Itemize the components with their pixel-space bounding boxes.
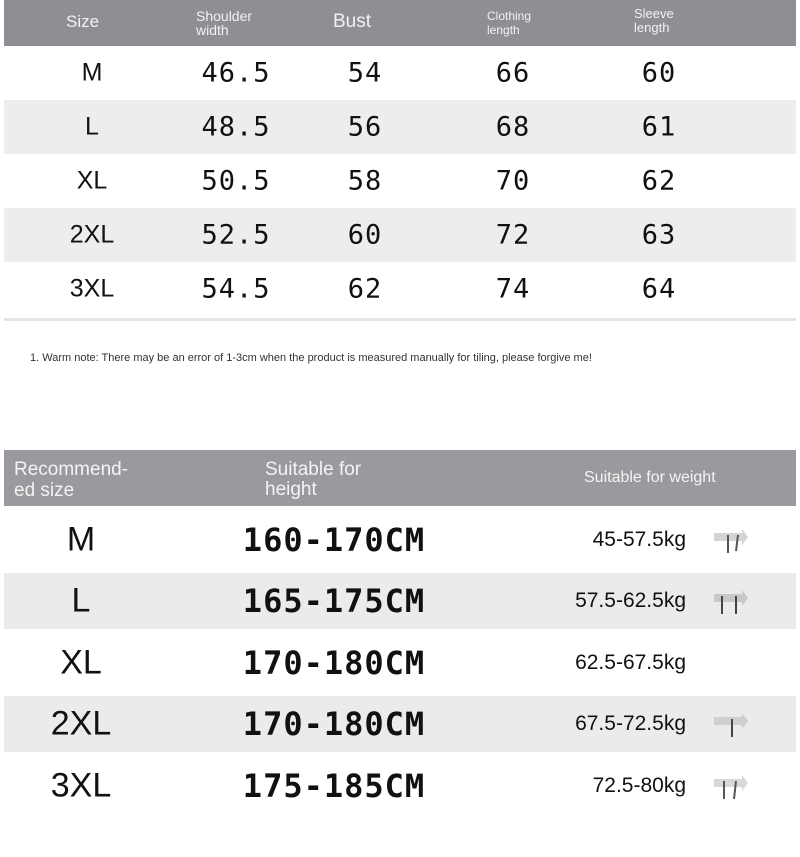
header-shoulder-line2: width	[196, 22, 229, 38]
shoulder-cell: 48.5	[201, 111, 271, 143]
arrow-icon	[710, 586, 750, 616]
recommend-table-header	[4, 450, 796, 506]
sleeve-length-cell: 61	[641, 111, 677, 143]
sleeve-length-cell: 63	[641, 219, 677, 251]
header-sleeve-line2: length	[634, 20, 670, 35]
size-table-header	[4, 0, 796, 46]
size-cell: 2XL	[69, 220, 115, 249]
size-cell: 3XL	[69, 274, 115, 303]
bust-cell: 60	[347, 219, 383, 251]
table-row	[4, 752, 796, 819]
table-row	[4, 100, 796, 154]
clothing-length-cell: 74	[495, 273, 531, 305]
table-row	[4, 208, 796, 262]
clothing-length-cell: 66	[495, 57, 531, 89]
header-shoulder-width	[196, 9, 276, 37]
header-sleeve-length	[634, 7, 704, 35]
recommended-size-cell: M	[66, 520, 96, 558]
weight-range-cell: 67.5-72.5kg	[575, 712, 686, 735]
weight-range-cell: 62.5-67.5kg	[575, 650, 686, 674]
clothing-length-cell: 72	[495, 219, 531, 251]
header-suitable-weight: Suitable for weight	[584, 469, 716, 486]
weight-range-cell: 45-57.5kg	[592, 527, 686, 551]
table-divider	[4, 318, 796, 321]
sleeve-length-cell: 62	[641, 165, 677, 197]
recommended-size-cell: L	[71, 581, 91, 620]
header-bust: Bust	[333, 11, 372, 32]
bust-cell: 58	[347, 165, 383, 197]
arrow-icon	[710, 709, 750, 739]
table-row	[4, 506, 796, 573]
header-clothing-line2: length	[487, 23, 520, 37]
recommended-size-cell: 2XL	[50, 704, 112, 743]
shoulder-cell: 52.5	[201, 219, 271, 251]
clothing-length-cell: 70	[495, 165, 531, 197]
height-range-cell: 160-170CM	[242, 520, 426, 559]
clothing-length-cell: 68	[495, 111, 531, 143]
table-row	[4, 262, 796, 316]
header-height-line1: Suitable for	[265, 459, 362, 480]
header-size: Size	[66, 12, 100, 31]
weight-range-cell: 72.5-80kg	[592, 773, 686, 797]
size-cell: XL	[76, 166, 108, 195]
size-cell: L	[85, 112, 99, 141]
height-range-cell: 165-175CM	[242, 582, 426, 620]
measurement-note: 1. Warm note: There may be an error of 1-3cm when the product is measured manually for tiling, please forgive me!	[30, 352, 592, 364]
table-row	[4, 696, 796, 752]
recommended-size-table	[4, 450, 796, 819]
header-recommended-line2: ed size	[14, 480, 75, 501]
header-clothing-line1: Clothing	[487, 9, 532, 23]
recommended-size-cell: XL	[60, 643, 102, 681]
bust-cell: 62	[347, 273, 383, 305]
size-measurement-table	[4, 0, 796, 321]
header-shoulder-line1: Shoulder	[196, 8, 253, 24]
size-cell: M	[81, 58, 103, 87]
header-clothing-length	[487, 9, 557, 37]
shoulder-cell: 50.5	[201, 165, 271, 197]
header-suitable-height	[265, 460, 395, 500]
header-height-line2: height	[265, 479, 317, 500]
arrow-icon	[710, 771, 750, 801]
bust-cell: 56	[347, 111, 383, 143]
table-row	[4, 573, 796, 629]
header-recommended-size	[14, 459, 154, 501]
table-row	[4, 629, 796, 696]
weight-range-cell: 57.5-62.5kg	[575, 589, 686, 612]
height-range-cell: 175-185CM	[242, 766, 426, 805]
header-sleeve-line1: Sleeve	[634, 6, 674, 21]
table-row	[4, 46, 796, 100]
shoulder-cell: 46.5	[201, 57, 271, 89]
bust-cell: 54	[347, 57, 383, 89]
shoulder-cell: 54.5	[201, 273, 271, 305]
sleeve-length-cell: 60	[641, 57, 677, 89]
sleeve-length-cell: 64	[641, 273, 677, 305]
height-range-cell: 170-180CM	[242, 643, 426, 682]
recommended-size-cell: 3XL	[50, 766, 112, 804]
height-range-cell: 170-180CM	[242, 705, 426, 743]
table-row	[4, 154, 796, 208]
arrow-icon	[710, 525, 750, 555]
header-recommended-line1: Recommend-	[14, 459, 129, 480]
